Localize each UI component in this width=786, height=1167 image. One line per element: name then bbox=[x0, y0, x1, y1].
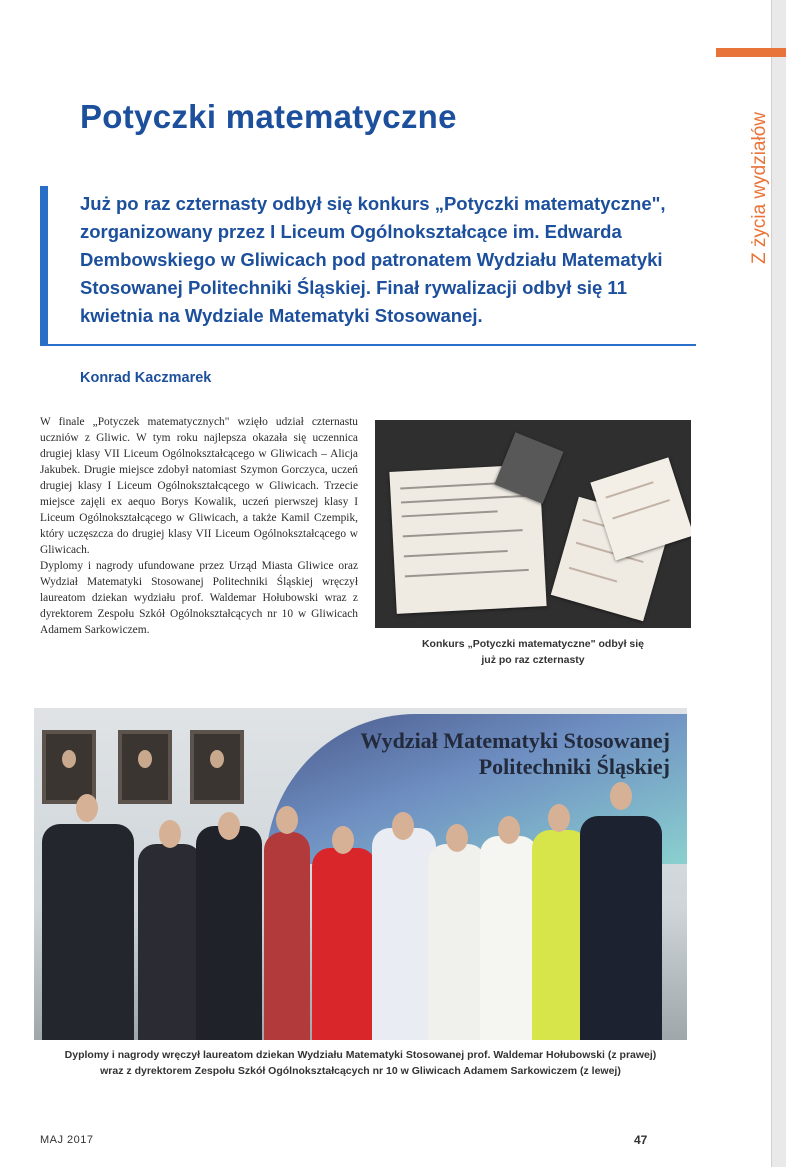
article-title: Potyczki matematyczne bbox=[80, 98, 457, 135]
article-lead: Już po raz czternasty odbył się konkurs „Potyczki matematyczne", zorganizowany przez I Liceum Ogólnokształcące im. Edwarda Dembowskiego w Gliwicach pod patronatem Wydziału Matematyki Stosowanej Politechniki Śląskiej. Finał rywalizacji odbył się 11 kwietnia na Wydziale Matematyki Stosowanej. bbox=[80, 193, 666, 326]
section-tab-label: Z życia wydziałów bbox=[749, 111, 770, 265]
wall-portrait bbox=[190, 730, 244, 804]
person-head bbox=[392, 812, 414, 840]
photo2-caption-line: Dyplomy i nagrody wręczył laureatom dziekan Wydziału Matematyki Stosowanej prof. Waldemar Hołubowski (z prawej) bbox=[64, 1049, 657, 1061]
body-paragraph: Dyplomy i nagrody ufundowane przez Urząd Miasta Gliwice oraz Wydział Matematyki Stosowanej Politechniki Śląskiej wręczył laureatom dziekan wydziału prof. Waldemar Hołubowski wraz z dyrektorem Zespołu Szkół Ogólnokształcących nr 10 w Gliwicach Adamem Sarkowiczem. bbox=[40, 560, 358, 636]
person-figure bbox=[264, 832, 310, 1040]
person-figure bbox=[480, 836, 538, 1040]
article-author: Konrad Kaczmarek bbox=[80, 370, 212, 386]
issue-date: MAJ 2017 bbox=[40, 1134, 94, 1146]
person-head bbox=[159, 820, 181, 848]
photo1-caption-line: Konkurs „Potyczki matematyczne" odbył się bbox=[421, 638, 645, 650]
photo2-caption bbox=[34, 1047, 687, 1079]
photo1-caption bbox=[375, 636, 691, 668]
person-figure bbox=[428, 844, 486, 1040]
photo1-caption-line: już po raz czternasty bbox=[481, 654, 585, 666]
person-head bbox=[276, 806, 298, 834]
page-number: 47 bbox=[634, 1133, 648, 1147]
section-tab-marker bbox=[716, 48, 786, 57]
banner-line: Politechniki Śląskiej bbox=[478, 754, 670, 779]
wall-portrait bbox=[118, 730, 172, 804]
person-head bbox=[446, 824, 468, 852]
person-head bbox=[610, 782, 632, 810]
banner-text bbox=[330, 728, 670, 780]
person-head bbox=[548, 804, 570, 832]
person-figure bbox=[372, 828, 436, 1040]
wall-portrait bbox=[42, 730, 96, 804]
person-figure bbox=[196, 826, 262, 1040]
person-figure bbox=[312, 848, 376, 1040]
person-figure bbox=[138, 844, 202, 1040]
person-head bbox=[218, 812, 240, 840]
person-figure bbox=[580, 816, 662, 1040]
person-head bbox=[332, 826, 354, 854]
banner-line: Wydział Matematyki Stosowanej bbox=[360, 728, 670, 753]
section-tab bbox=[742, 98, 778, 278]
person-figure bbox=[42, 824, 134, 1040]
person-head bbox=[76, 794, 98, 822]
person-head bbox=[498, 816, 520, 844]
article-body bbox=[40, 414, 358, 638]
body-paragraph: W finale „Potyczek matematycznych" wzięło udział czternastu uczniów z Gliwic. W tym roku najlepsza okazała się uczennica drugiej klasy VII Liceum Ogólnokształcącego w Gliwicach – Alicja Jakubek. Drugie miejsce zdobył natomiast Szymon Gorczyca, uczeń drugiej klasy I Liceum Ogólnokształcącego w Gliwicach. Trzecie miejsce zajęli ex aequo Borys Kowalik, uczeń pierwszej klasy I Liceum Ogólnokształcącego w Gliwicach, a także Kamil Czempik, który uczęszcza do drugiej klasy VII Liceum Ogólnokształcącego w Gliwicach. bbox=[40, 416, 358, 556]
photo2-caption-line: wraz z dyrektorem Zespołu Szkół Ogólnokształcących nr 10 w Gliwicach Adamem Sarkowiczem (z lewej) bbox=[100, 1065, 621, 1077]
group-photo bbox=[34, 708, 687, 1040]
contest-papers-photo bbox=[375, 420, 691, 628]
